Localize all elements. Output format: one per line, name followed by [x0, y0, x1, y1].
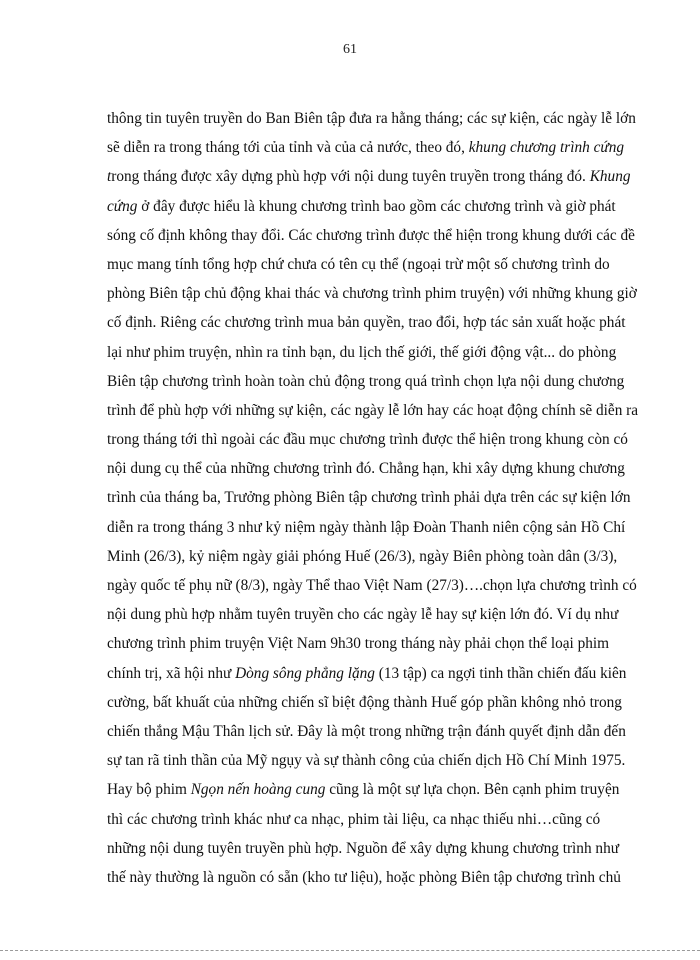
text-segment: Biên tập chương trình hoàn toàn chủ động trong quá trình chọn lựa nội dung chương — [107, 372, 625, 390]
text-line — [107, 279, 637, 308]
text-segment: những nội dung tuyên truyền phù hợp. Nguồn để xây dựng khung chương trình như — [107, 839, 620, 857]
text-line — [107, 192, 616, 221]
text-segment: chương trình phim truyện Việt Nam 9h30 trong tháng này phải chọn thể loại phim — [107, 635, 610, 653]
text-line — [107, 746, 626, 775]
text-segment: (13 tập) ca ngợi tinh thần chiến đấu kiên — [374, 664, 627, 682]
text-segment: trình của tháng ba, Trưởng phòng Biên tập chương trình phải dựa trên các sự kiện lớn — [107, 489, 631, 507]
text-line — [107, 571, 637, 600]
text-line — [107, 834, 620, 863]
text-segment: nội dung cụ thể của những chương trình đó. Chẳng hạn, khi xây dựng khung chương — [107, 460, 625, 478]
italic-text-segment: Khung — [589, 168, 631, 186]
text-segment: thông tin tuyên truyền do Ban Biên tập đưa ra hằng tháng; các sự kiện, các ngày lễ lớn — [107, 110, 636, 127]
text-segment: lại như phim truyện, nhìn ra tỉnh bạn, du lịch thế giới, thế giới động vật... do phòng — [107, 343, 617, 361]
page-bottom-rule — [0, 950, 700, 951]
text-segment: ở đây được hiểu là khung chương trình bao gồm các chương trình và giờ phát — [137, 197, 616, 215]
text-segment: ngày quốc tế phụ nữ (8/3), ngày Thể thao Việt Nam (27/3)….chọn lựa chương trình có — [107, 577, 637, 594]
text-segment: cũng là một sự lựa chọn. Bên cạnh phim truyện — [325, 781, 620, 799]
text-segment: cường, bất khuất của những chiến sĩ biệt động thành Huế góp phần không nhỏ trong — [107, 693, 622, 711]
text-segment: sẽ diễn ra trong tháng tới của tỉnh và của cả nước, theo đó, — [107, 139, 469, 157]
text-segment: chính trị, xã hội như — [107, 664, 236, 682]
text-line — [107, 629, 610, 658]
text-line — [107, 600, 619, 629]
text-segment: trình để phù hợp với những sự kiện, các ngày lễ lớn hay các hoạt động chính sẽ diễn ra — [107, 401, 639, 419]
text-line — [107, 717, 626, 746]
text-line — [107, 221, 635, 250]
text-line — [107, 104, 636, 133]
text-segment: thì các chương trình khác như ca nhạc, phim tài liệu, ca nhạc thiếu nhi…cũng có — [107, 810, 601, 828]
italic-text-segment: cứng — [107, 197, 138, 215]
text-line — [107, 367, 625, 396]
text-line — [107, 483, 631, 512]
text-line — [107, 863, 621, 892]
text-line — [107, 775, 620, 804]
text-line — [107, 513, 626, 542]
page-number: 61 — [343, 42, 357, 57]
text-segment: phòng Biên tập chủ động khai thác và chương trình phim truyện) với những khung giờ — [107, 285, 637, 303]
italic-text-segment: Ngọn nến hoàng cung — [190, 781, 326, 799]
text-line — [107, 659, 627, 688]
text-segment: trong tháng tới thì ngoài các đầu mục chương trình được thể hiện trong khung còn có — [107, 431, 628, 449]
text-segment: rong tháng được xây dựng phù hợp với nội dung tuyên truyền trong tháng đó. — [111, 168, 590, 186]
text-segment: Hay bộ phim — [107, 781, 191, 799]
text-line — [107, 396, 639, 425]
text-line — [107, 338, 617, 367]
text-line — [107, 688, 622, 717]
text-segment: sự tan rã tinh thần của Mỹ ngụy và sự thành công của chiến dịch Hồ Chí Minh 1975. — [107, 752, 626, 770]
text-line — [107, 805, 601, 834]
text-segment: diễn ra trong tháng 3 như kỷ niệm ngày thành lập Đoàn Thanh niên cộng sản Hồ Chí — [107, 518, 626, 536]
text-segment: chiến thắng Mậu Thân lịch sử. Đây là một trong những trận đánh quyết định dẫn đến — [107, 722, 626, 740]
text-line — [107, 454, 625, 483]
italic-text-segment: khung chương trình cứng — [468, 139, 625, 157]
text-segment: nội dung phù hợp nhằm tuyên truyền cho các ngày lễ hay sự kiện lớn đó. Ví dụ như — [107, 606, 619, 624]
text-segment: thế này thường là nguồn có sẵn (kho tư liệu), hoặc phòng Biên tập chương trình chủ — [107, 868, 621, 886]
italic-text-segment: Dòng sông phẳng lặng — [235, 664, 375, 682]
text-segment: mục mang tính tổng hợp chứ chưa có tên cụ thể (ngoại trừ một số chương trình do — [107, 255, 610, 273]
text-line — [107, 133, 625, 162]
text-line — [107, 425, 628, 454]
text-segment: cố định. Riêng các chương trình mua bản quyền, trao đổi, hợp tác sản xuất hoặc phát — [107, 314, 626, 332]
body-paragraph — [107, 104, 639, 892]
text-segment: Minh (26/3), kỷ niệm ngày giải phóng Huế (26/3), ngày Biên phòng toàn dân (3/3), — [107, 547, 618, 565]
text-segment: sóng cố định không thay đổi. Các chương trình được thể hiện trong khung dưới các đề — [107, 226, 635, 244]
text-line — [107, 308, 626, 337]
text-line — [107, 162, 631, 191]
text-line — [107, 542, 618, 571]
italic-text-segment: t — [107, 168, 112, 186]
text-line — [107, 250, 610, 279]
